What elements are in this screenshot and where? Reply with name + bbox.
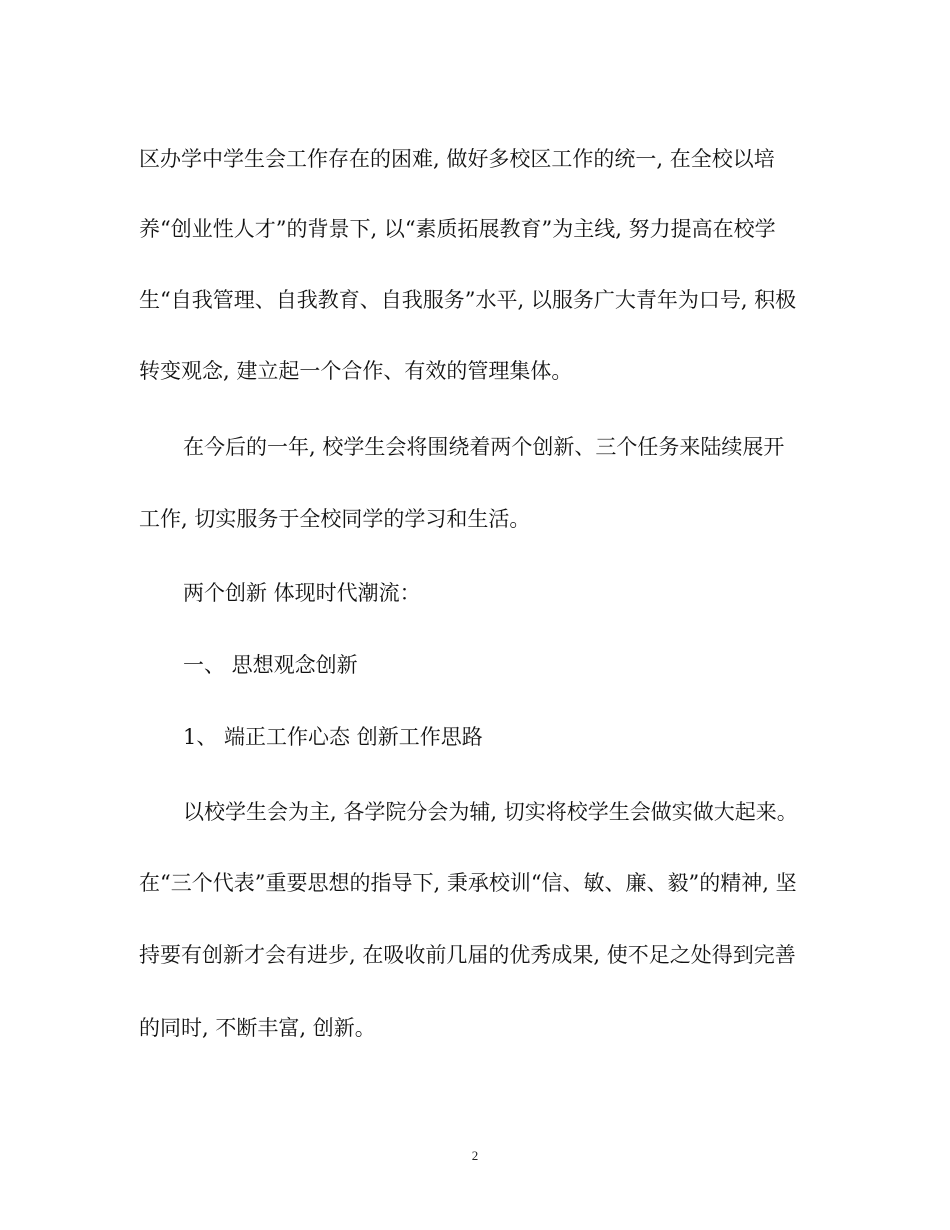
body-text-line: 区办学中学生会工作存在的困难, 做好多校区工作的统一, 在全校以培 [139,147,775,171]
body-text-line: 工作, 切实服务于全校同学的学习和生活。 [139,507,531,531]
body-text-line: 转变观念, 建立起一个合作、有效的管理集体。 [139,359,573,383]
page-number: 2 [471,1148,479,1163]
subsection-heading: 一、 思想观念创新 [183,653,358,677]
body-text-line: 持要有创新才会有进步, 在吸收前几届的优秀成果, 使不足之处得到完善 [139,943,796,967]
paragraph-start-line: 在今后的一年, 校学生会将围绕着两个创新、三个任务来陆续展开 [183,435,785,459]
body-text-line: 养“创业性人才”的背景下, 以“素质拓展教育”为主线, 努力提高在校学 [139,217,776,241]
section-heading: 两个创新 体现时代潮流： [183,581,421,605]
item-heading: 1、 端正工作心态 创新工作思路 [183,725,483,749]
body-text-line: 的同时, 不断丰富, 创新。 [139,1016,376,1040]
body-text-line: 生“自我管理、自我教育、自我服务”水平, 以服务广大青年为口号, 积极 [139,288,797,312]
paragraph-start-line: 以校学生会为主, 各学院分会为辅, 切实将校学生会做实做大起来。 [183,800,798,824]
body-text-line: 在“三个代表”重要思想的指导下, 秉承校训“信、敏、廉、毅”的精神, 坚 [139,871,797,895]
